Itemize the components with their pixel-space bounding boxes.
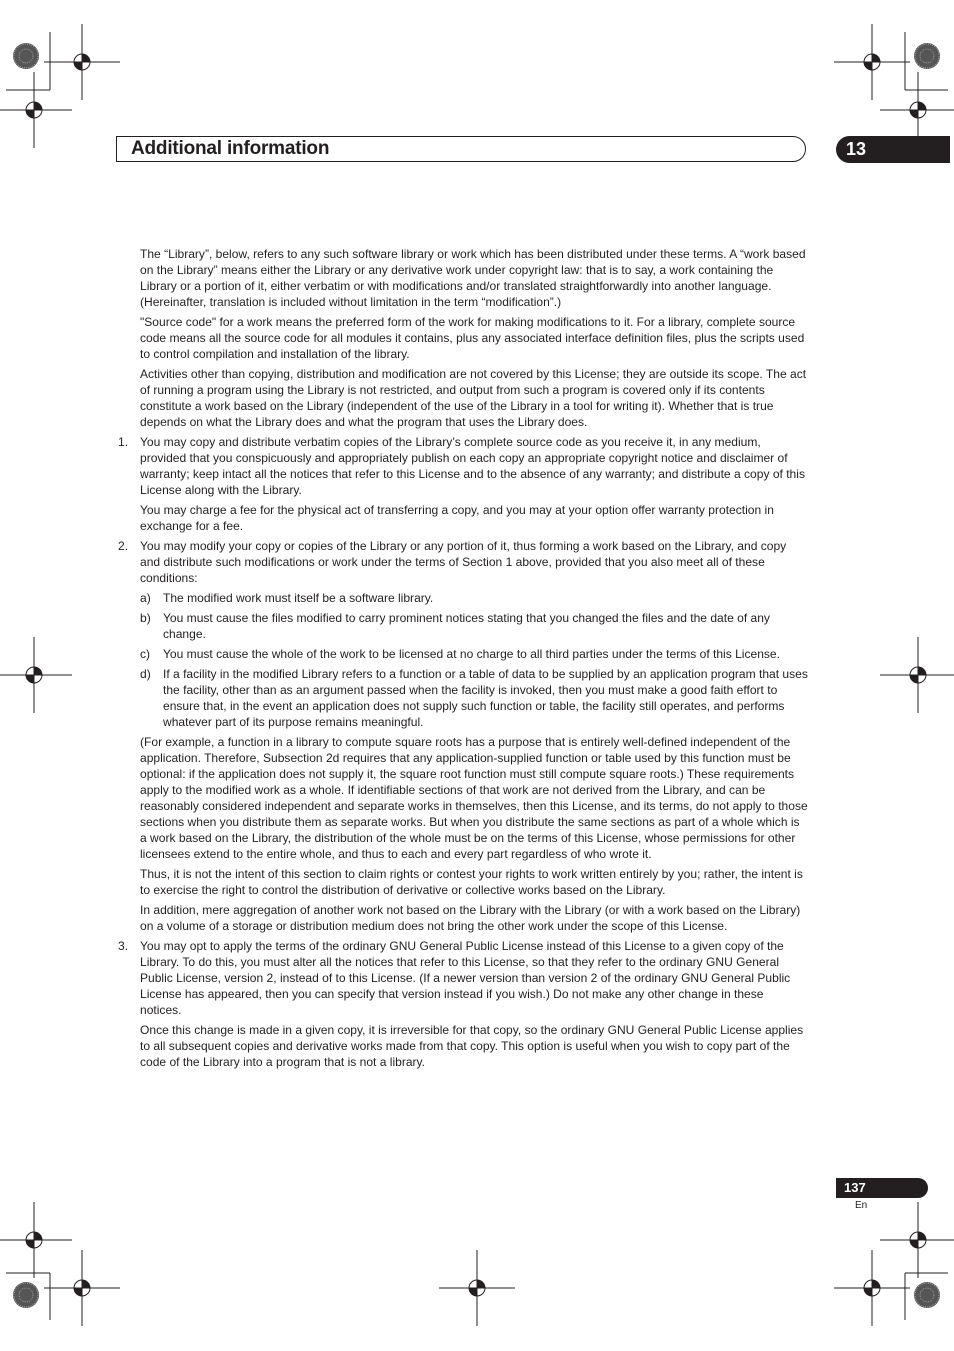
numbered-paragraph [140,590,808,606]
list-number: a) [140,591,151,605]
paragraph-text: Thus, it is not the intent of this section to claim rights or contest your rights to work written entirely by you; rather, the intent is to exercise the right to control the distribution of derivative or collective works based on the Library. [140,867,803,897]
list-number: d) [140,667,151,681]
paragraph-text: In addition, mere aggregation of another work not based on the Library with the Library (or with a work based on the Library) on a volume of a storage or distribution medium does not bring the other work under the scope of this License. [140,903,801,933]
language-code: En [855,1200,868,1211]
paragraph-text: You may copy and distribute verbatim copies of the Library’s complete source code as you receive it, in any medium, provided that you conspicuously and appropriately publish on each copy an appropriate copyright notice and disclaimer of warranty; keep intact all the notices that refer to this License and to the absence of any warranty; and distribute a copy of this License along with the Library. [140,435,805,497]
paragraph-text: The “Library”, below, refers to any such software library or work which has been distributed under these terms. A “work based on the Library” means either the Library or any derivative work under copyright law: that is to say, a work containing the Library or a portion of it, either verbatim or with modifications and/or translated straightforwardly into another language. (Hereinafter, translation is included without limitation in the term “modification”.) [140,247,806,309]
paragraph [140,1022,808,1070]
list-number: 2. [118,539,129,553]
license-text-body [112,246,808,1074]
paragraph [140,902,808,934]
paragraph [140,734,808,862]
section-title: Additional information [131,138,330,159]
numbered-paragraph [118,538,808,586]
numbered-paragraph [118,938,808,1018]
list-number: b) [140,611,151,625]
paragraph-text: "Source code" for a work means the preferred form of the work for making modifications to it. For a library, complete source code means all the source code for all modules it contains, plus any associated interface definition files, plus the scripts used to control compilation and installation of the library. [140,315,805,361]
paragraph-text: You must cause the whole of the work to be licensed at no charge to all third parties under the terms of this License. [163,647,780,661]
paragraph [140,246,808,310]
paragraph [140,366,808,430]
paragraph-text: The modified work must itself be a software library. [163,591,434,605]
paragraph-text: If a facility in the modified Library refers to a function or a table of data to be supplied by an application program that uses the facility, other than as an argument passed when the facility is invoked, then you must make a good faith effort to ensure that, in the event an application does not supply such function or table, the facility still operates, and performs whatever part of its purpose remains meaningful. [163,667,808,729]
numbered-paragraph [118,434,808,498]
list-number: 3. [118,939,129,953]
paragraph [140,502,808,534]
paragraph-text: You may opt to apply the terms of the ordinary GNU General Public License instead of this License to a given copy of the Library. To do this, you must alter all the notices that refer to this License, so that they refer to the ordinary GNU General Public License, version 2, instead of to this License. (If a newer version than version 2 of the ordinary GNU General Public License has appeared, then you can specify that version instead if you wish.) Do not make any other change in these notices. [140,939,791,1017]
list-number: 1. [118,435,129,449]
paragraph [140,866,808,898]
paragraph-text: (For example, a function in a library to compute square roots has a purpose that is entirely well-defined independent of the application. Therefore, Subsection 2d requires that any application-supplied function or table used by this function must be optional: if the application does not supply it, the square root function must still compute square roots.) These requirements apply to the modified work as a whole. If identifiable sections of that work are not derived from the Library, and can be reasonably considered independent and separate works in themselves, then this License, and its terms, do not apply to those sections when you distribute them as separate works. But when you distribute the same sections as part of a whole which is a work based on the Library, the distribution of the whole must be on the terms of this License, whose permissions for other licensees extend to the entire whole, and thus to each and every part regardless of who wrote it. [140,735,808,861]
paragraph-text: You must cause the files modified to carry prominent notices stating that you changed the files and the date of any change. [163,611,770,641]
paragraph [140,314,808,362]
numbered-paragraph [140,610,808,642]
chapter-number: 13 [846,139,867,159]
numbered-paragraph [140,666,808,730]
list-number: c) [140,647,151,661]
paragraph-text: You may modify your copy or copies of the Library or any portion of it, thus forming a work based on the Library, and copy and distribute such modifications or work under the terms of Section 1 above, provided that you also meet all of these conditions: [140,539,787,585]
paragraph-text: Activities other than copying, distribution and modification are not covered by this License; they are outside its scope. The act of running a program using the Library is not restricted, and output from such a program is covered only if its contents constitute a work based on the Library (independent of the use of the Library in a tool for writing it). Whether that is true depends on what the Library does and what the program that uses the Library does. [140,367,807,429]
paragraph-text: You may charge a fee for the physical act of transferring a copy, and you may at your option offer warranty protection in exchange for a fee. [140,503,774,533]
page-number: 137 [844,1180,866,1195]
numbered-paragraph [140,646,808,662]
paragraph-text: Once this change is made in a given copy, it is irreversible for that copy, so the ordinary GNU General Public License applies to all subsequent copies and derivative works made from that copy. This option is useful when you wish to copy part of the code of the Library into a program that is not a library. [140,1023,804,1069]
